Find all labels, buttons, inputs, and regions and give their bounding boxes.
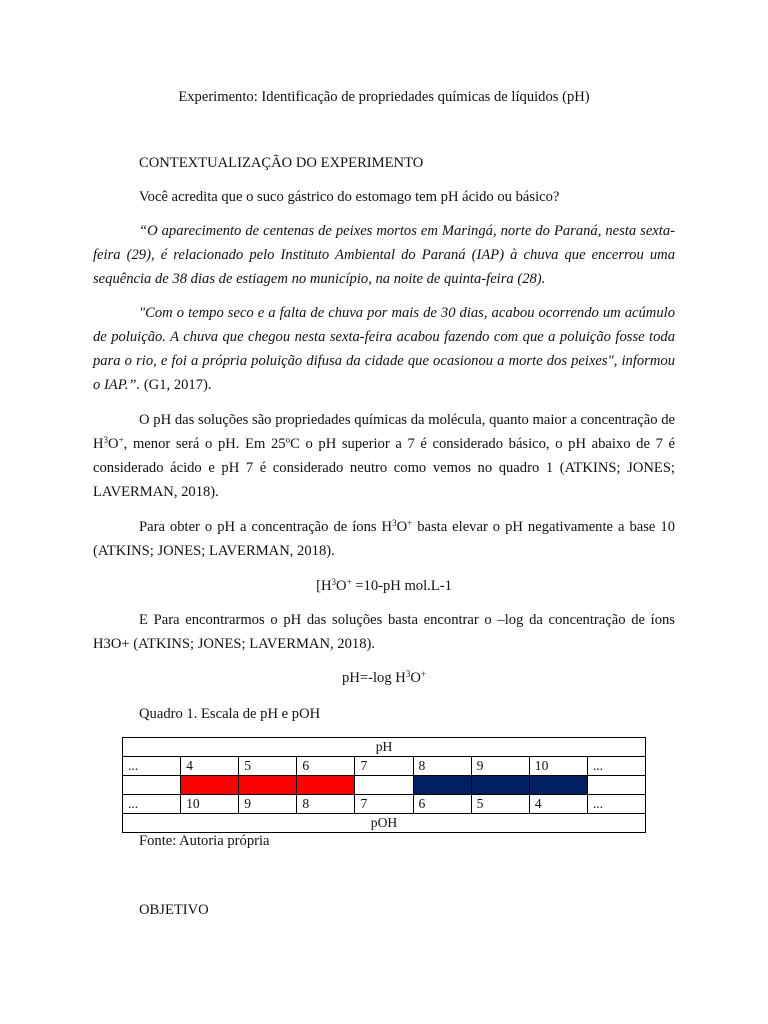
- news-quote-2: [93, 301, 675, 397]
- conc-sup-2: +: [407, 518, 413, 528]
- conc-text-b: O: [396, 519, 408, 535]
- color-swatch-cell: [529, 776, 587, 795]
- ph-explanation-paragraph: [93, 408, 675, 504]
- ph-cell: 7: [355, 757, 413, 776]
- color-swatch-cell: [587, 776, 645, 795]
- color-swatch-cell: [239, 776, 297, 795]
- conc-text-a: Para obter o pH a concentração de íons H: [139, 519, 393, 535]
- color-swatch-cell: [355, 776, 413, 795]
- ph-sup-1: 3: [103, 435, 109, 445]
- formula1-sup-1: 3: [331, 577, 337, 587]
- ph-log-formula: [93, 666, 675, 690]
- color-swatch-cell: [181, 776, 239, 795]
- concentration-paragraph: [93, 515, 675, 563]
- formula1-text-a: [H: [316, 578, 332, 594]
- poh-cell: 6: [413, 795, 471, 814]
- conc-sup-1: 3: [392, 518, 397, 528]
- poh-cell: 8: [297, 795, 355, 814]
- ph-cell: 5: [239, 757, 297, 776]
- table-header-row: [123, 738, 646, 757]
- ph-cell: ...: [587, 757, 645, 776]
- poh-cell: 7: [355, 795, 413, 814]
- poh-cell: 9: [239, 795, 297, 814]
- poh-values-row: [123, 795, 646, 814]
- news-quote-2-source: (G1, 2017).: [140, 377, 212, 393]
- color-swatch-cell: [471, 776, 529, 795]
- poh-header-cell: pOH: [123, 814, 646, 833]
- formula1-sup-2: +: [346, 577, 352, 587]
- conc-text-c: basta elevar o pH negativamente a base 10 (ATKINS; JONES; LAVERMAN, 2018).: [93, 519, 675, 559]
- ph-header-cell: pH: [123, 738, 646, 757]
- poh-cell: 5: [471, 795, 529, 814]
- poh-cell: 10: [181, 795, 239, 814]
- ph-cell: 10: [529, 757, 587, 776]
- section-heading-context: CONTEXTUALIZAÇÃO DO EXPERIMENTO: [139, 155, 424, 171]
- color-scale-row: [123, 776, 646, 795]
- formula1-text-c: =10-pH mol.L-1: [351, 578, 452, 594]
- formula2-sup-2: +: [420, 669, 426, 679]
- ph-text-b: O: [108, 436, 119, 452]
- table-source: Fonte: Autoria própria: [139, 833, 270, 849]
- ph-cell: ...: [123, 757, 181, 776]
- formula2-text-a: pH=-log H: [342, 670, 406, 686]
- news-quote-1: “O aparecimento de centenas de peixes mortos em Maringá, norte do Paraná, nesta sexta-feira (29), é relacionado pelo Instituto Ambiental do Paraná (IAP) à chuva que encerrou uma sequência de 38 dias de estiagem no município, na noite de quinta-feira (28).: [93, 223, 675, 287]
- ph-text-c: , menor será o pH. Em 25ºC o pH superior a 7 é considerado básico, o pH abaixo de 7 é considerado ácido e pH 7 é considerado neutro como vemos no quadro 1 (ATKINS; JONES; LAVERMAN, 2018).: [93, 436, 675, 500]
- ph-values-row: [123, 757, 646, 776]
- formula2-text-b: O: [410, 670, 421, 686]
- poh-cell: ...: [587, 795, 645, 814]
- poh-cell: 4: [529, 795, 587, 814]
- ph-poh-scale-table: [122, 737, 646, 833]
- ph-cell: 9: [471, 757, 529, 776]
- section-heading-objective: OBJETIVO: [139, 902, 209, 918]
- concentration-formula: [93, 574, 675, 598]
- color-swatch-cell: [297, 776, 355, 795]
- ph-text-a: O pH das soluções são propriedades químicas da molécula, quanto maior a concentração de H: [93, 412, 675, 452]
- formula2-sup-1: 3: [405, 669, 411, 679]
- log-paragraph: E Para encontrarmos o pH das soluções basta encontrar o –log da concentração de íons H3O+ (ATKINS; JONES; LAVERMAN, 2018).: [93, 612, 675, 652]
- ph-cell: 4: [181, 757, 239, 776]
- ph-sup-2: +: [118, 435, 124, 445]
- ph-cell: 6: [297, 757, 355, 776]
- poh-cell: ...: [123, 795, 181, 814]
- question-text: Você acredita que o suco gástrico do estomago tem pH ácido ou básico?: [139, 189, 560, 205]
- table-caption: Quadro 1. Escala de pH e pOH: [139, 706, 321, 722]
- color-swatch-cell: [123, 776, 181, 795]
- ph-cell: 8: [413, 757, 471, 776]
- formula1-text-b: O: [336, 578, 347, 594]
- color-swatch-cell: [413, 776, 471, 795]
- document-title: Experimento: Identificação de propriedades químicas de líquidos (pH): [178, 89, 590, 105]
- news-quote-2-text: "Com o tempo seco e a falta de chuva por mais de 30 dias, acabou ocorrendo um acúmulo de poluição. A chuva que chegou nesta sexta-feira acabou fazendo com que a poluição fosse toda para o rio, e foi a própria poluição difusa da cidade que ocasionou a morte dos peixes", informou o IAP.”.: [93, 305, 675, 393]
